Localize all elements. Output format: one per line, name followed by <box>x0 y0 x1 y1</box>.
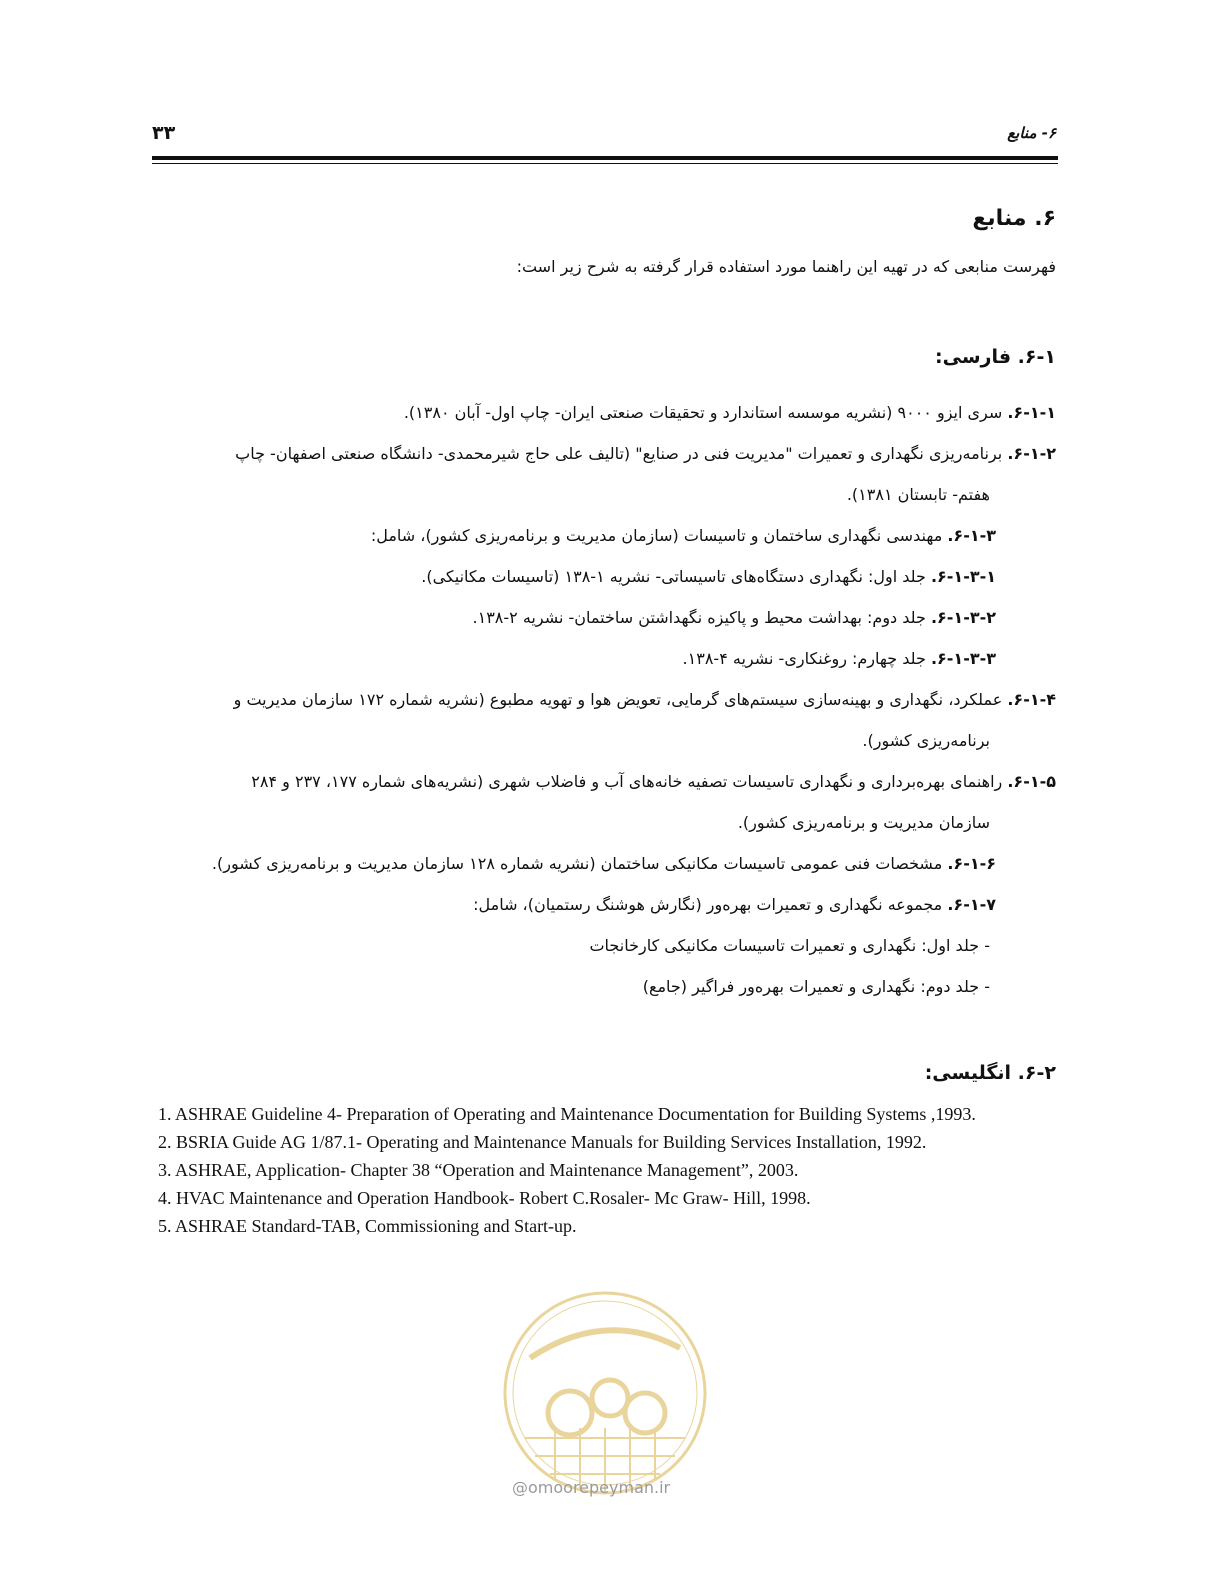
page-number: ۳۳ <box>152 122 176 144</box>
reference-number: ۶-۱-۱. <box>1007 403 1056 422</box>
english-reference-item: 4. HVAC Maintenance and Operation Handbook- Robert C.Rosaler- Mc Graw- Hill, 1998. <box>158 1188 811 1208</box>
watermark-site: @omoorepeyman.ir <box>512 1478 671 1497</box>
reference-text-continued: سازمان مدیریت و برنامه‌ریزی کشور). <box>737 813 990 832</box>
reference-number: ۶-۱-۳-۲. <box>930 608 996 627</box>
farsi-reference-volume <box>156 925 1056 966</box>
farsi-reference-item <box>156 433 1056 515</box>
reference-text: برنامه‌ریزی نگهداری و تعمیرات "مدیریت فنی در صنایع" (تالیف علی حاج شیرمحمدی- دانشگاه صنعتی اصفهان- چاپ <box>235 444 1008 463</box>
reference-number: ۶-۱-۳-۳. <box>930 649 996 668</box>
reference-number: ۶-۱-۴. <box>1007 690 1056 709</box>
reference-text: جلد دوم: بهداشت محیط و پاکیزه نگهداشتن ساختمان- نشریه ۲-۱۳۸. <box>472 608 931 627</box>
farsi-reference-item <box>156 679 1056 761</box>
running-head: ۶- منابع <box>1007 124 1056 142</box>
farsi-references-list <box>156 392 1056 1007</box>
english-reference-item: 2. BSRIA Guide AG 1/87.1- Operating and Maintenance Manuals for Building Services Installation, 1992. <box>158 1132 927 1152</box>
header-rule-thick <box>152 156 1058 160</box>
section-intro: فهرست منابعی که در تهیه این راهنما مورد استفاده قرار گرفته به شرح زیر است: <box>516 257 1056 276</box>
reference-text: مشخصات فنی عمومی تاسیسات مکانیکی ساختمان (نشریه شماره ۱۲۸ سازمان مدیریت و برنامه‌ریزی کشور). <box>211 854 948 873</box>
english-references-title: ۶-۲. انگلیسی: <box>924 1062 1056 1084</box>
farsi-reference-volume <box>156 966 1056 1007</box>
english-reference-item: 1. ASHRAE Guideline 4- Preparation of Operating and Maintenance Documentation for Building Systems ,1993. <box>158 1104 976 1124</box>
farsi-reference-subitem <box>156 556 1056 597</box>
volume-text: - جلد دوم: نگهداری و تعمیرات بهره‌ور فراگیر (جامع) <box>642 977 990 996</box>
farsi-reference-item <box>156 761 1056 843</box>
section-title: ۶. منابع <box>972 206 1056 231</box>
reference-text: سری ایزو ۹۰۰۰ (نشریه موسسه استاندارد و تحقیقات صنعتی ایران- چاپ اول- آبان ۱۳۸۰). <box>403 403 1008 422</box>
volume-text: - جلد اول: نگهداری و تعمیرات تاسیسات مکانیکی کارخانجات <box>589 936 990 955</box>
header-rule-thin <box>152 163 1058 164</box>
reference-text: جلد اول: نگهداری دستگاه‌های تاسیساتی- نشریه ۱-۱۳۸ (تاسیسات مکانیکی). <box>421 567 931 586</box>
english-reference-item: 5. ASHRAE Standard-TAB, Commissioning and Start-up. <box>158 1216 577 1236</box>
english-reference-item: 3. ASHRAE, Application- Chapter 38 “Operation and Maintenance Management”, 2003. <box>158 1160 799 1180</box>
reference-text-continued: برنامه‌ریزی کشور). <box>862 731 990 750</box>
reference-number: ۶-۱-۵. <box>1007 772 1056 791</box>
watermark-seal-logo <box>500 1288 710 1498</box>
reference-number: ۶-۱-۳-۱. <box>930 567 996 586</box>
farsi-reference-subitem <box>156 638 1056 679</box>
reference-number: ۶-۱-۳. <box>947 526 996 545</box>
farsi-reference-item <box>156 884 1056 925</box>
english-references-list <box>158 1100 998 1240</box>
farsi-reference-item <box>156 843 1056 884</box>
reference-number: ۶-۱-۶. <box>947 854 996 873</box>
farsi-reference-item <box>156 392 1056 433</box>
farsi-references-title: ۶-۱. فارسی: <box>935 346 1056 368</box>
reference-text: عملکرد، نگهداری و بهینه‌سازی سیستم‌های گرمایی، تعویض هوا و تهویه مطبوع (نشریه شماره ۱۷۲ سازمان مدیریت و <box>233 690 1008 709</box>
reference-text: جلد چهارم: روغنکاری- نشریه ۴-۱۳۸. <box>682 649 931 668</box>
reference-text-continued: هفتم- تابستان ۱۳۸۱). <box>846 485 990 504</box>
reference-text: مهندسی نگهداری ساختمان و تاسیسات (سازمان مدیریت و برنامه‌ریزی کشور)، شامل: <box>370 526 948 545</box>
reference-number: ۶-۱-۲. <box>1007 444 1056 463</box>
farsi-reference-item <box>156 515 1056 556</box>
reference-text: مجموعه نگهداری و تعمیرات بهره‌ور (نگارش هوشنگ رستمیان)، شامل: <box>473 895 948 914</box>
reference-number: ۶-۱-۷. <box>947 895 996 914</box>
reference-text: راهنمای بهره‌برداری و نگهداری تاسیسات تصفیه خانه‌های آب و فاضلاب شهری (نشریه‌های شماره ۱۷۷، ۲۳۷ و ۲۸۴ <box>251 772 1008 791</box>
farsi-reference-subitem <box>156 597 1056 638</box>
